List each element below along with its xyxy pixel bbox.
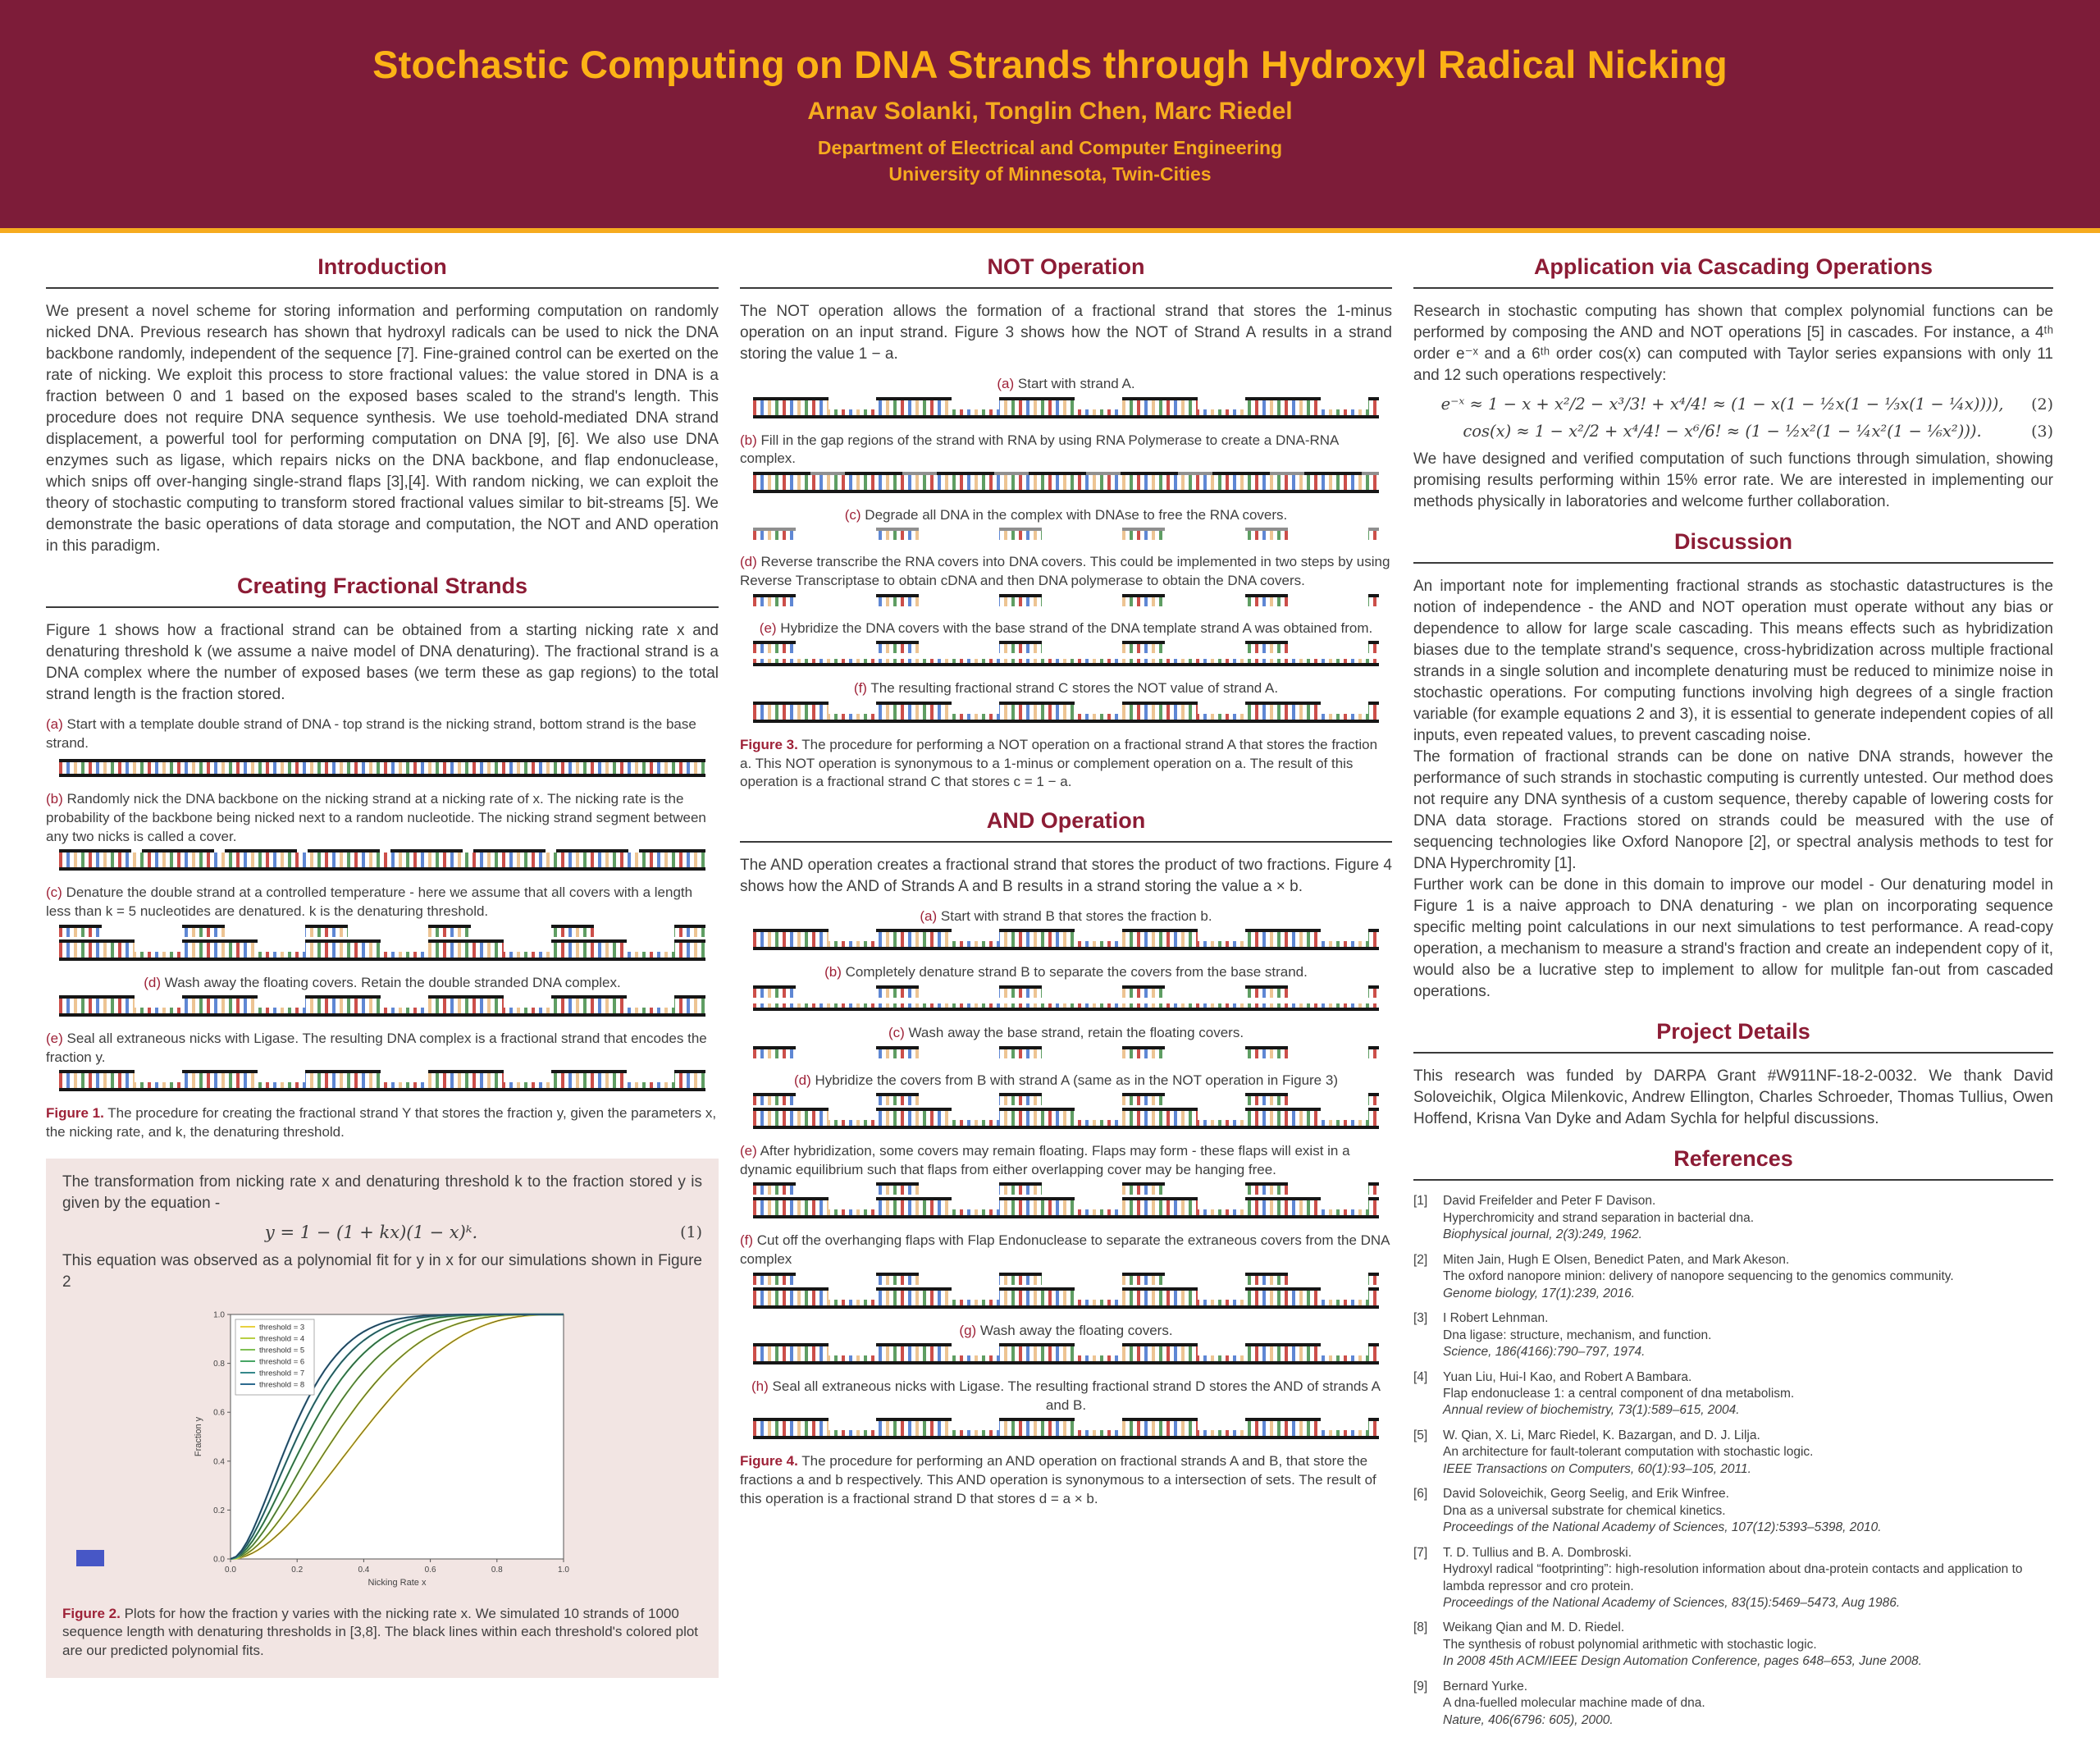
- fig4-step-d: [740, 1072, 1392, 1090]
- dna-complex-upper: [753, 705, 1379, 714]
- dna-strand-C: [753, 705, 1379, 723]
- svg-text:threshold = 7: threshold = 7: [259, 1369, 305, 1378]
- dna-duplex-strip: [59, 759, 705, 777]
- fig4-step-b: [740, 963, 1392, 982]
- reference-number: [4]: [1413, 1369, 1428, 1384]
- figure1-caption-lead: Figure 1.: [46, 1105, 104, 1122]
- dna-nicked-strip: [59, 853, 705, 871]
- section-heading-discussion: Discussion: [1673, 529, 1793, 555]
- floating-dna-covers-strip: [753, 1276, 1379, 1285]
- dna-strand-figure-sealed: [59, 1073, 705, 1091]
- dna-complex-upper: [753, 1200, 1379, 1209]
- reference-number: [9]: [1413, 1679, 1428, 1694]
- fig1-step-d: [46, 974, 719, 993]
- section-heading-application: Application via Cascading Operations: [1533, 254, 1933, 279]
- step-text: Completely denature strand B to separate the covers from the base strand.: [845, 964, 1308, 980]
- svg-text:0.0: 0.0: [225, 1565, 236, 1575]
- reference-body: Weikang Qian and M. D. Riedel. The synthesis of robust polynomial arithmetic with stochastic logic. In 2008 45th ACM/IEEE Design Automation Conference, pages 648–653, June 2008.: [1443, 1620, 1922, 1669]
- step-text: Degrade all DNA in the complex with DNAse to free the RNA covers.: [865, 506, 1288, 523]
- bottom-left-blue-mark: [76, 1550, 104, 1566]
- figure2-chart-wrap: [62, 1305, 702, 1597]
- step-text: The resulting fractional strand C stores the NOT value of strand A.: [870, 680, 1279, 697]
- reference-body: Yuan Liu, Hui-I Kao, and Robert A Bambara. Flap endonuclease 1: a central component of dna metabolism. Annual review of biochemistry, 73(1):589–615, 2004.: [1443, 1369, 1795, 1418]
- step-label: (f): [853, 680, 867, 697]
- figure2-caption: [62, 1605, 702, 1661]
- dna-complex-upper: [753, 1346, 1379, 1355]
- dna-complex-lower: [753, 1209, 1379, 1218]
- figure2-caption-lead: Figure 2.: [62, 1605, 121, 1621]
- reference-item: [1413, 1193, 2053, 1243]
- floating-dna-covers-strip: [753, 597, 1379, 606]
- fig1-step-c: [46, 884, 719, 921]
- equation-1: y = 1 − (1 + kx)(1 − x)ᵏ.: [264, 1222, 478, 1242]
- dna-strand-figure-denatured: [59, 928, 705, 961]
- dna-complex-lower: [753, 1120, 1379, 1129]
- figure4-caption-lead: Figure 4.: [740, 1453, 798, 1470]
- section-rule: [740, 287, 1392, 289]
- dna-complex-upper: [753, 1421, 1379, 1430]
- floating-flaps-strip: [753, 1186, 1379, 1195]
- dna-complex-lower: [753, 409, 1379, 418]
- dna-rna-complex: [753, 475, 1379, 493]
- dna-complex-lower: [59, 1082, 705, 1091]
- equation-1-row: [62, 1223, 702, 1242]
- step-text: Denature the double strand at a controlled temperature - here we assume that all covers with a length less than k = 5 nucleotides are denatured. k is the denaturing threshold.: [46, 884, 693, 919]
- reference-body: W. Qian, X. Li, Marc Riedel, K. Bazargan, and D. J. Lilja. An architecture for fault-tolerant computation with stochastic logic. IEEE Transactions on Computers, 60(1):93–105, 2011.: [1443, 1428, 1814, 1476]
- svg-text:threshold = 5: threshold = 5: [259, 1346, 305, 1355]
- poster-authors: Arnav Solanki, Tonglin Chen, Marc Riedel: [807, 98, 1293, 126]
- fig4-step-f: [740, 1232, 1392, 1268]
- step-label: (b): [740, 432, 757, 448]
- equation-box: [46, 1159, 719, 1679]
- step-label: (d): [740, 554, 757, 570]
- poster-title: Stochastic Computing on DNA Strands through Hydroxyl Radical Nicking: [372, 43, 1728, 87]
- figure2-caption-text: Plots for how the fraction y varies with the nicking rate x. We simulated 10 strands of 1000 sequence length with denaturing thresholds in [3,8]. The black lines within each threshold's colored plot are our predicted polynomial fits.: [62, 1605, 699, 1658]
- svg-text:0.4: 0.4: [358, 1565, 370, 1575]
- reference-number: [3]: [1413, 1311, 1428, 1326]
- equation-3-number: (3): [2031, 422, 2053, 441]
- reference-body: Bernard Yurke. A dna-fuelled molecular machine made of dna. Nature, 406(6796: 605), 2000.: [1443, 1679, 1705, 1727]
- section-heading-project-details: Project Details: [1656, 1019, 1810, 1044]
- step-label: (e): [740, 1143, 757, 1159]
- floating-dna-covers-strip: [753, 644, 1379, 653]
- step-label: (d): [794, 1072, 811, 1088]
- figure3-caption-lead: Figure 3.: [740, 736, 798, 752]
- section-rule: [740, 841, 1392, 843]
- svg-text:0.4: 0.4: [213, 1456, 225, 1466]
- reference-body: I Robert Lehnman. Dna ligase: structure, mechanism, and function. Science, 186(4166):790–797, 1974.: [1443, 1311, 1712, 1360]
- reference-item: [1413, 1252, 2053, 1302]
- fig3-step-d: [740, 553, 1392, 590]
- reference-item: [1413, 1369, 2053, 1419]
- fig1-step-b: [46, 790, 719, 846]
- svg-text:threshold = 4: threshold = 4: [259, 1334, 305, 1344]
- section-heading-introduction: Introduction: [317, 254, 447, 279]
- floating-dna-covers-strip: [753, 1096, 1379, 1105]
- dna-complex-lower: [59, 952, 705, 961]
- step-label: (a): [46, 716, 63, 733]
- fig3-step-e: [740, 619, 1392, 638]
- dna-strand-figure-washed: [59, 999, 705, 1017]
- step-label: (g): [959, 1322, 977, 1338]
- section-heading-references: References: [1673, 1146, 1793, 1172]
- dna-complex-upper: [753, 400, 1379, 409]
- reference-body: David Freifelder and Peter F Davison. Hyperchromicity and strand separation in bacterial dna. Biophysical journal, 2(3):249, 1962.: [1443, 1194, 1755, 1242]
- step-label: (b): [824, 964, 842, 980]
- not-intro-text: The NOT operation allows the formation of a fractional strand that stores the 1-minus operation on an input strand. Figure 3 shows how the NOT of Strand A results in a strand storing the value 1 − a.: [740, 303, 1392, 363]
- complex-with-flaps: [753, 1186, 1379, 1218]
- reference-number: [6]: [1413, 1487, 1428, 1502]
- fig3-step-c: [740, 506, 1392, 525]
- floating-dna-covers-strip: [753, 989, 1379, 998]
- step-text: Start with strand A.: [1017, 376, 1135, 392]
- poster-header: [0, 0, 2100, 233]
- complex-after-flap-cut: [753, 1276, 1379, 1309]
- washed-complex: [753, 1346, 1379, 1364]
- dna-complex-lower: [59, 1008, 705, 1017]
- reference-body: David Soloveichik, Georg Seelig, and Erik Winfree. Dna as a universal substrate for chemical kinetics. Proceedings of the National Academy of Sciences, 107(12):5393–5398, 2010.: [1443, 1487, 1882, 1535]
- svg-text:1.0: 1.0: [213, 1310, 225, 1320]
- dna-complex-lower: [753, 1355, 1379, 1364]
- reference-body: T. D. Tullius and B. A. Dombroski. Hydroxyl radical “footprinting”: high-resolution information about dna-protein contacts and application to lambda repressor and cro protein. Proceedings of the National Academy of Sciences, 83(15):5469–5473, Aug 1986.: [1443, 1545, 2023, 1610]
- dna-complex-upper: [59, 943, 705, 952]
- floating-dna-covers-strip: [753, 1049, 1379, 1058]
- reference-number: [7]: [1413, 1545, 1428, 1560]
- fig3-step-a: [740, 375, 1392, 394]
- svg-text:Nicking Rate x: Nicking Rate x: [368, 1577, 427, 1588]
- reference-item: [1413, 1428, 2053, 1478]
- step-label: (a): [997, 376, 1015, 392]
- rna-covers: [753, 531, 1379, 540]
- figure3-caption-text: The procedure for performing a NOT operation on a fractional strand A that stores the fraction a. This NOT operation is synonymous to a 1-minus or complement operation on a. The result of this operation is a fractional strand C that stores c = 1 − a.: [740, 736, 1378, 790]
- fig4-step-h: [740, 1378, 1392, 1415]
- dna-complex-upper: [753, 1291, 1379, 1300]
- dna-strand-D: [753, 1421, 1379, 1439]
- equation-3: cos(x) ≈ 1 − x²/2 + x⁴/4! − x⁶/6! ≈ (1 − ½x²(1 − ¼x²(1 − ⅙x²))).: [1463, 422, 1982, 441]
- step-label: (e): [759, 619, 777, 636]
- floating-rna-covers-strip: [753, 531, 1379, 540]
- step-text: Wash away the floating covers.: [979, 1322, 1173, 1338]
- poster-body: [0, 233, 2100, 1737]
- svg-text:0.2: 0.2: [291, 1565, 304, 1575]
- fig1-step-e: [46, 1030, 719, 1067]
- dna-complex-lower: [753, 1430, 1379, 1439]
- figure4-caption-text: The procedure for performing an AND operation on fractional strands A and B, that store the fractions a and b respectively. This AND operation is synonymous to a intersection of sets. The result of this operation is a fractional strand D that stores d = a × b.: [740, 1453, 1376, 1506]
- fig3-step-b: [740, 432, 1392, 469]
- reference-item: [1413, 1679, 2053, 1729]
- fig3-step-f: [740, 679, 1392, 698]
- section-rule: [46, 287, 719, 289]
- affiliation-line-2: University of Minnesota, Twin-Cities: [888, 163, 1212, 185]
- equation-2-row: [1413, 395, 2053, 414]
- and-intro-text: The AND operation creates a fractional strand that stores the product of two fractions. Figure 4 shows how the AND of Strands A and B results in a strand storing the value a × b.: [740, 856, 1392, 895]
- base-strand-strip: [753, 1003, 1379, 1011]
- step-text: Seal all extraneous nicks with Ligase. The resulting DNA complex is a fractional strand that encodes the fraction y.: [46, 1031, 707, 1065]
- fig1-step-a: [46, 715, 719, 752]
- dna-complex-lower: [753, 714, 1379, 723]
- svg-text:0.6: 0.6: [424, 1565, 436, 1575]
- reference-item: [1413, 1620, 2053, 1670]
- step-text: Wash away the floating covers. Retain the double stranded DNA complex.: [164, 974, 621, 990]
- step-text: Reverse transcribe the RNA covers into DNA covers. This could be implemented in two steps by using Reverse Transcriptase to obtain cDNA and then DNA polymerase to obtain the DNA covers.: [740, 554, 1390, 589]
- step-label: (c): [844, 506, 861, 523]
- step-label: (a): [920, 907, 938, 924]
- svg-text:threshold = 3: threshold = 3: [259, 1323, 305, 1332]
- application-text-2: We have designed and verified computation of such functions through simulation, showing promising results performing within 15% error rate. We are interested in implementing our methods physically in laboratories and welcome further collaboration.: [1413, 450, 2053, 511]
- fig4-step-c: [740, 1024, 1392, 1043]
- column-middle: [740, 238, 1392, 1737]
- application-text-1: Research in stochastic computing has shown that complex polynomial functions can be performed by composing the AND and NOT operations [5] in cascades. For instance, a 4ᵗʰ order e⁻ˣ and a 6ᵗʰ order cos(x) can computed with Taylor series expansions with only 11 and 12 such operations respectively:: [1413, 303, 2053, 385]
- covers-hybridized-with-A: [753, 1096, 1379, 1129]
- step-label: (b): [46, 791, 63, 807]
- reference-number: [1]: [1413, 1194, 1428, 1209]
- fig4-step-e: [740, 1142, 1392, 1179]
- dna-covers: [753, 597, 1379, 606]
- step-label: (d): [144, 974, 162, 990]
- covers-over-base-strand: [753, 644, 1379, 666]
- step-text: Cut off the overhanging flaps with Flap Endonuclease to separate the extraneous covers from the DNA complex: [740, 1232, 1390, 1268]
- step-label: (h): [751, 1378, 769, 1395]
- dna-complex-upper: [753, 932, 1379, 941]
- discussion-paragraph-3: Further work can be done in this domain to improve our model - Our denaturing model in Figure 1 is a naive approach to DNA denaturing - we plan on incorporating sequence specific melting point calculations in our next simulations to test performance. A read-copy operation, a mechanism to measure a strand's fraction and create an independent copy of it, would also be a lucrative step to implement to allow for mulitple fan-out from cascaded operations.: [1413, 876, 2053, 1001]
- figure1-caption-text: The procedure for creating the fractional strand Y that stores the fraction y, given the parameters x, the nicking rate, and k, the denaturing threshold.: [46, 1105, 717, 1140]
- step-text: Fill in the gap regions of the strand with RNA by using RNA Polymerase to create a DNA-RNA complex.: [740, 432, 1339, 467]
- dna-complex-upper: [753, 1111, 1379, 1120]
- step-label: (c): [46, 884, 62, 901]
- section-rule: [1413, 562, 2053, 564]
- reference-body: Miten Jain, Hugh E Olsen, Benedict Paten, and Mark Akeson. The oxford nanopore minion: delivery of nanopore sequencing to the genomics community. Genome biology, 17(1):239, 2016.: [1443, 1252, 1954, 1300]
- svg-text:Fraction y: Fraction y: [194, 1416, 203, 1456]
- reference-number: [5]: [1413, 1428, 1428, 1442]
- equation-1-number: (1): [680, 1223, 702, 1241]
- reference-number: [8]: [1413, 1620, 1428, 1635]
- step-text: Start with strand B that stores the fraction b.: [940, 907, 1212, 924]
- section-rule: [1413, 1052, 2053, 1054]
- equation-3-row: [1413, 422, 2053, 441]
- reference-item: [1413, 1545, 2053, 1612]
- denatured-strand-B: [753, 989, 1379, 1011]
- reference-number: [2]: [1413, 1252, 1428, 1267]
- dna-strand-figure-nicked: [59, 853, 705, 871]
- section-heading-creating-fractional-strands: Creating Fractional Strands: [236, 574, 528, 599]
- dna-complex-upper: [59, 999, 705, 1008]
- step-label: (f): [740, 1232, 754, 1249]
- project-details-text: This research was funded by DARPA Grant #W911NF-18-2-0032. We thank David Soloveichik, Olgica Milenkovic, Andrew Ellington, Charles Schroeder, Thomas Tullius, Owen Hoffend, Krisna Van Dyke and Adam Sychla for helpful discussions.: [1413, 1067, 2053, 1128]
- svg-text:threshold = 8: threshold = 8: [259, 1380, 305, 1390]
- dna-complex-upper: [59, 1073, 705, 1082]
- fig4-step-g: [740, 1322, 1392, 1341]
- svg-text:threshold = 6: threshold = 6: [259, 1357, 305, 1367]
- step-text: Seal all extraneous nicks with Ligase. The resulting fractional strand D stores the AND of strands A and B.: [772, 1378, 1381, 1413]
- figure3-caption: [740, 736, 1392, 792]
- step-text: Start with a template double strand of DNA - top strand is the nicking strand, bottom strand is the base strand.: [46, 716, 696, 751]
- equation-2-number: (2): [2031, 395, 2053, 414]
- figure2-chart: [189, 1305, 575, 1597]
- introduction-text: We present a novel scheme for storing information and performing computation on randomly nicked DNA. Previous research has shown that hydroxyl radicals can be used to nick the DNA backbone randomly, independent of the sequence [7]. Fine-grained control can be exerted on the rate of nicking. We exploit this process to store fractional values: the value stored in DNA is a fraction between 0 and 1 based on the exposed bases scaled to the strand's length. This procedure does not require DNA sequence synthesis. We use toehold-mediated DNA strand displacement, a powerful tool for performing computation on DNA [9], [6]. We also use DNA enzymes such as ligase, which repairs nicks on the DNA backbone, and flap endonuclease, which snips off over-hanging single-strand flaps [3],[4]. With random nicking, we can exploit the theory of stochastic computing to transform stored fractional values similar to bit-streams [5]. We demonstrate the basic operations of data storage and computation, the NOT and AND operation in this paradigm.: [46, 303, 719, 555]
- step-text: Hybridize the DNA covers with the base strand of the DNA template strand A was obtained from.: [780, 619, 1373, 636]
- step-text: After hybridization, some covers may remain floating. Flaps may form - these flaps will exist in a dynamic equilibrium such that flaps from either overlapping cover may be hanging free.: [740, 1143, 1350, 1177]
- eqbox-text-1: The transformation from nicking rate x and denaturing threshold k to the fraction stored y is given by the equation -: [62, 1172, 702, 1212]
- section-rule: [1413, 1179, 2053, 1181]
- svg-text:0.0: 0.0: [213, 1555, 225, 1565]
- dna-complex-lower: [753, 1300, 1379, 1309]
- eqbox-text-2: This equation was observed as a polynomial fit for y in x for our simulations shown in Figure 2: [62, 1251, 702, 1291]
- step-label: (e): [46, 1031, 63, 1047]
- svg-text:0.6: 0.6: [213, 1408, 225, 1418]
- dna-strand-figure-duplex: [59, 759, 705, 777]
- cfs-intro-text: Figure 1 shows how a fractional strand can be obtained from a starting nicking rate x and denaturing threshold k (we assume a naive model of DNA denaturing). The fractional strand is a DNA complex where the number of exposed bases (we term these as gap regions) to the total strand length is the fraction stored.: [46, 622, 719, 704]
- dna-strand-B: [753, 932, 1379, 950]
- section-rule: [1413, 287, 2053, 289]
- svg-text:1.0: 1.0: [558, 1565, 569, 1575]
- step-label: (c): [888, 1025, 905, 1040]
- section-heading-not-operation: NOT Operation: [987, 254, 1145, 279]
- step-text: Wash away the base strand, retain the floating covers.: [908, 1025, 1244, 1040]
- figure4-caption: [740, 1452, 1392, 1508]
- affiliation-line-1: Department of Electrical and Computer Engineering: [817, 137, 1283, 159]
- svg-text:0.8: 0.8: [491, 1565, 503, 1575]
- svg-text:0.8: 0.8: [213, 1359, 225, 1369]
- retained-covers: [753, 1049, 1379, 1058]
- step-text: Randomly nick the DNA backbone on the nicking strand at a nicking rate of x. The nicking rate is the probability of the backbone being nicked next to a random nucleotide. The nicking strand segment between any two nicks is called a cover.: [46, 791, 706, 844]
- dna-strand-A: [753, 400, 1379, 418]
- discussion-paragraph-2: The formation of fractional strands can be done on native DNA strands, however the performance of such strands in stochastic computing is currently untested. Our method does not require any DNA synthesis of a custom sequence, thereby capable of lowering costs for DNA data storage. Fractions stored on strands could be measured with the use of sequencing technologies like Oxford Nanopore [2], or spectral analysis methods to test for DNA Hyperchromity [1].: [1413, 748, 2053, 873]
- equation-2: e⁻ˣ ≈ 1 − x + x²/2 − x³/3! + x⁴/4! ≈ (1 − x(1 − ½x(1 − ⅓x(1 − ¼x)))),: [1440, 395, 2004, 414]
- column-right: [1413, 238, 2053, 1737]
- fig4-step-a: [740, 907, 1392, 926]
- dna-rna-filled-strip: [753, 475, 1379, 493]
- svg-text:0.2: 0.2: [213, 1506, 225, 1515]
- figure1-caption: [46, 1104, 719, 1141]
- reference-item: [1413, 1310, 2053, 1360]
- section-rule: [46, 606, 719, 608]
- base-strand-strip: [753, 659, 1379, 666]
- column-left: [46, 238, 719, 1737]
- floating-covers-strip: [59, 928, 705, 937]
- step-text: Hybridize the covers from B with strand A (same as in the NOT operation in Figure 3): [815, 1072, 1338, 1088]
- reference-item: [1413, 1486, 2053, 1536]
- section-heading-and-operation: AND Operation: [986, 807, 1146, 833]
- dna-complex-lower: [753, 941, 1379, 950]
- discussion-paragraph-1: An important note for implementing fractional strands as stochastic datastructures is the notion of independence - the AND and NOT operation must operate without any bias or dependence to allow for large scale cascading. This means effects such as hybridization biases due to the template strand's sequence, cross-hybridization across multiple fractional strands in a single solution and incomplete denaturing must be reduced to minimize noise in stochastic operations. For computing functions involving high degrees of a single fraction variable (for example equations 2 and 3), it is essential to generate independent copies of all inputs, even repeated values, to prevent cascading noise.: [1413, 578, 2053, 745]
